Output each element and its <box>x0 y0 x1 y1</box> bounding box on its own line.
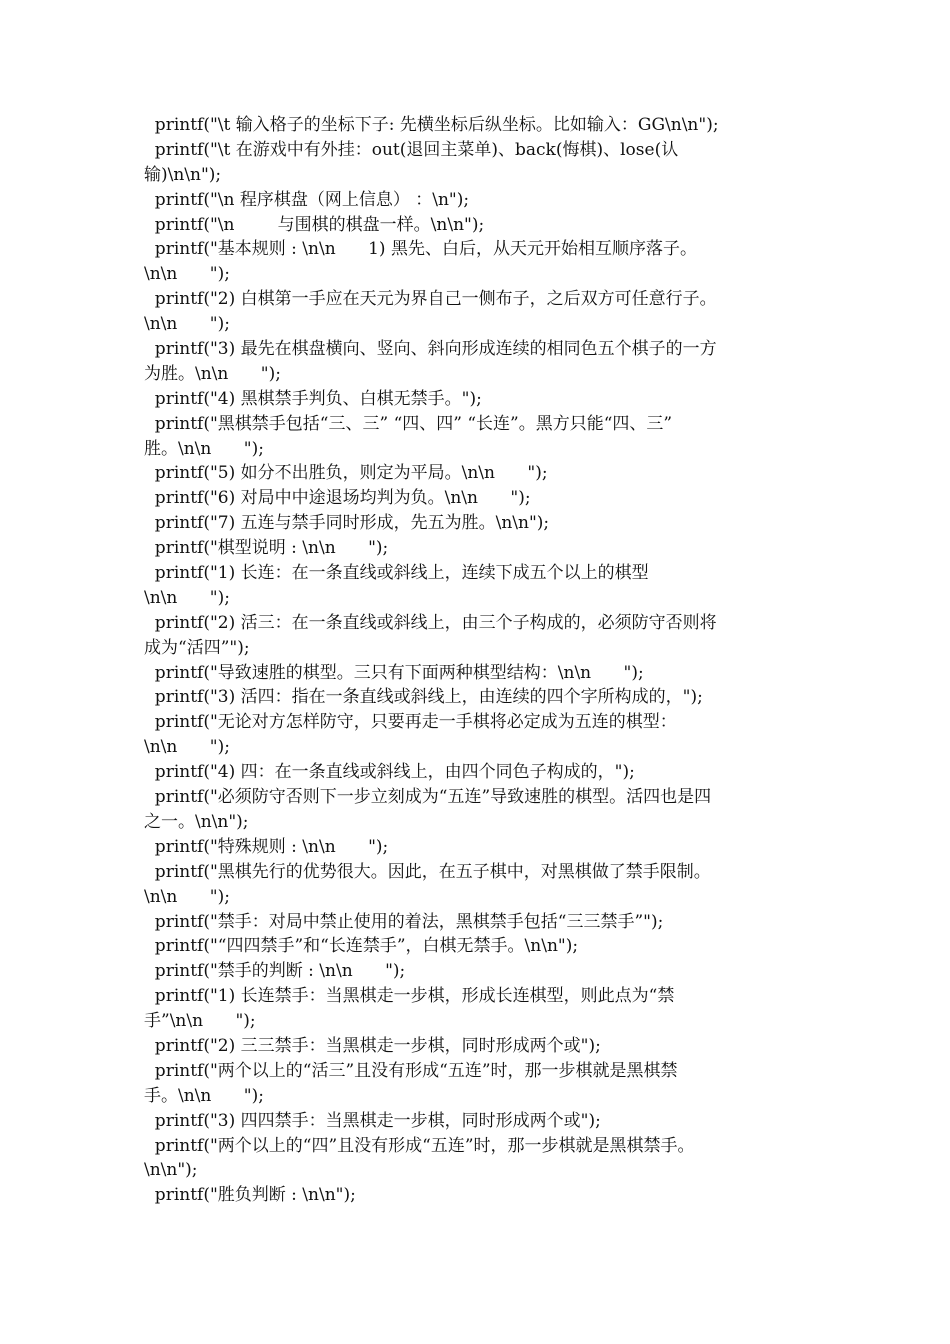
code-line: printf("黑棋先行的优势很大。因此，在五子棋中，对黑棋做了禁手限制。 <box>144 861 711 882</box>
code-line: 手”\n\n "); <box>144 1011 256 1032</box>
code-line: printf("3) 四四禁手：当黑棋走一步棋，同时形成两个或"); <box>144 1110 601 1131</box>
code-line: printf("\t 在游戏中有外挂：out(退回主菜单)、back(悔棋)、lose(认 <box>144 139 679 160</box>
code-line: printf("7) 五连与禁手同时形成，先五为胜。\n\n"); <box>144 513 550 534</box>
code-line: printf("必须防守否则下一步立刻成为“五连”导致速胜的棋型。活四也是四 <box>144 787 712 808</box>
code-line: printf("1) 长连禁手：当黑棋走一步棋，形成长连棋型，则此点为“禁 <box>144 986 675 1007</box>
code-line: 为胜。\n\n "); <box>144 363 281 384</box>
code-line: printf("\n 程序棋盘（网上信息） ：\n"); <box>144 189 470 210</box>
code-line: printf("两个以上的“活三”且没有形成“五连”时，那一步棋就是黑棋禁 <box>144 1060 678 1081</box>
code-line: 成为“活四”"); <box>144 637 250 658</box>
code-line: \n\n "); <box>144 587 230 608</box>
code-line: printf("4) 四：在一条直线或斜线上，由四个同色子构成的，"); <box>144 762 635 783</box>
code-line: \n\n "); <box>144 314 230 335</box>
code-line: printf("4) 黑棋禁手判负、白棋无禁手。"); <box>144 388 482 409</box>
code-line: printf("胜负判断 : \n\n"); <box>144 1185 356 1206</box>
code-line: printf("棋型说明 : \n\n "); <box>144 538 389 559</box>
code-line: printf("2) 活三：在一条直线或斜线上，由三个子构成的，必须防守否则将 <box>144 612 717 633</box>
code-line: printf("禁手：对局中禁止使用的着法，黑棋禁手包括“三三禁手”"); <box>144 911 664 932</box>
code-line: printf("导致速胜的棋型。三只有下面两种棋型结构：\n\n "); <box>144 662 644 683</box>
code-line: printf("5) 如分不出胜负，则定为平局。\n\n "); <box>144 463 548 484</box>
code-line: 手。\n\n "); <box>144 1085 264 1106</box>
code-line: \n\n "); <box>144 264 230 285</box>
code-line: printf("3) 活四：指在一条直线或斜线上，由连续的四个字所构成的，"); <box>144 687 703 708</box>
code-listing <box>144 113 812 1208</box>
code-line: \n\n "); <box>144 737 230 758</box>
code-line: printf("2) 白棋第一手应在天元为界自己一侧布子，之后双方可任意行子。 <box>144 289 717 310</box>
code-line: 输)\n\n"); <box>144 164 222 185</box>
code-line: printf("\n 与围棋的棋盘一样。\n\n"); <box>144 214 485 235</box>
code-line: printf("1) 长连：在一条直线或斜线上，连续下成五个以上的棋型 <box>144 563 649 584</box>
code-line: printf("基本规则 : \n\n 1) 黑先、白后，从天元开始相互顺序落子。 <box>144 239 697 260</box>
code-line: printf("两个以上的“四”且没有形成“五连”时，那一步棋就是黑棋禁手。 <box>144 1135 695 1156</box>
code-line: printf("\t 输入格子的坐标下子: 先横坐标后纵坐标。比如输入：GG\n\n"); <box>144 115 719 135</box>
code-line: printf("“四四禁手”和“长连禁手”，白棋无禁手。\n\n"); <box>144 936 579 957</box>
code-line: printf("无论对方怎样防守，只要再走一手棋将必定成为五连的棋型： <box>144 712 677 733</box>
code-line: \n\n "); <box>144 886 230 907</box>
code-line: printf("3) 最先在棋盘横向、竖向、斜向形成连续的相同色五个棋子的一方 <box>144 339 717 360</box>
code-line: printf("禁手的判断 : \n\n "); <box>144 961 406 982</box>
code-line: 胜。\n\n "); <box>144 438 264 459</box>
code-line: 之一。\n\n"); <box>144 811 249 832</box>
code-line: printf("黑棋禁手包括“三、三” “四、四” “长连”。黑方只能“四、三” <box>144 413 673 434</box>
code-line: printf("6) 对局中中途退场均判为负。\n\n "); <box>144 488 531 509</box>
code-line: printf("特殊规则 : \n\n "); <box>144 836 389 857</box>
code-line: \n\n"); <box>144 1160 198 1181</box>
code-line: printf("2) 三三禁手：当黑棋走一步棋，同时形成两个或"); <box>144 1035 601 1056</box>
